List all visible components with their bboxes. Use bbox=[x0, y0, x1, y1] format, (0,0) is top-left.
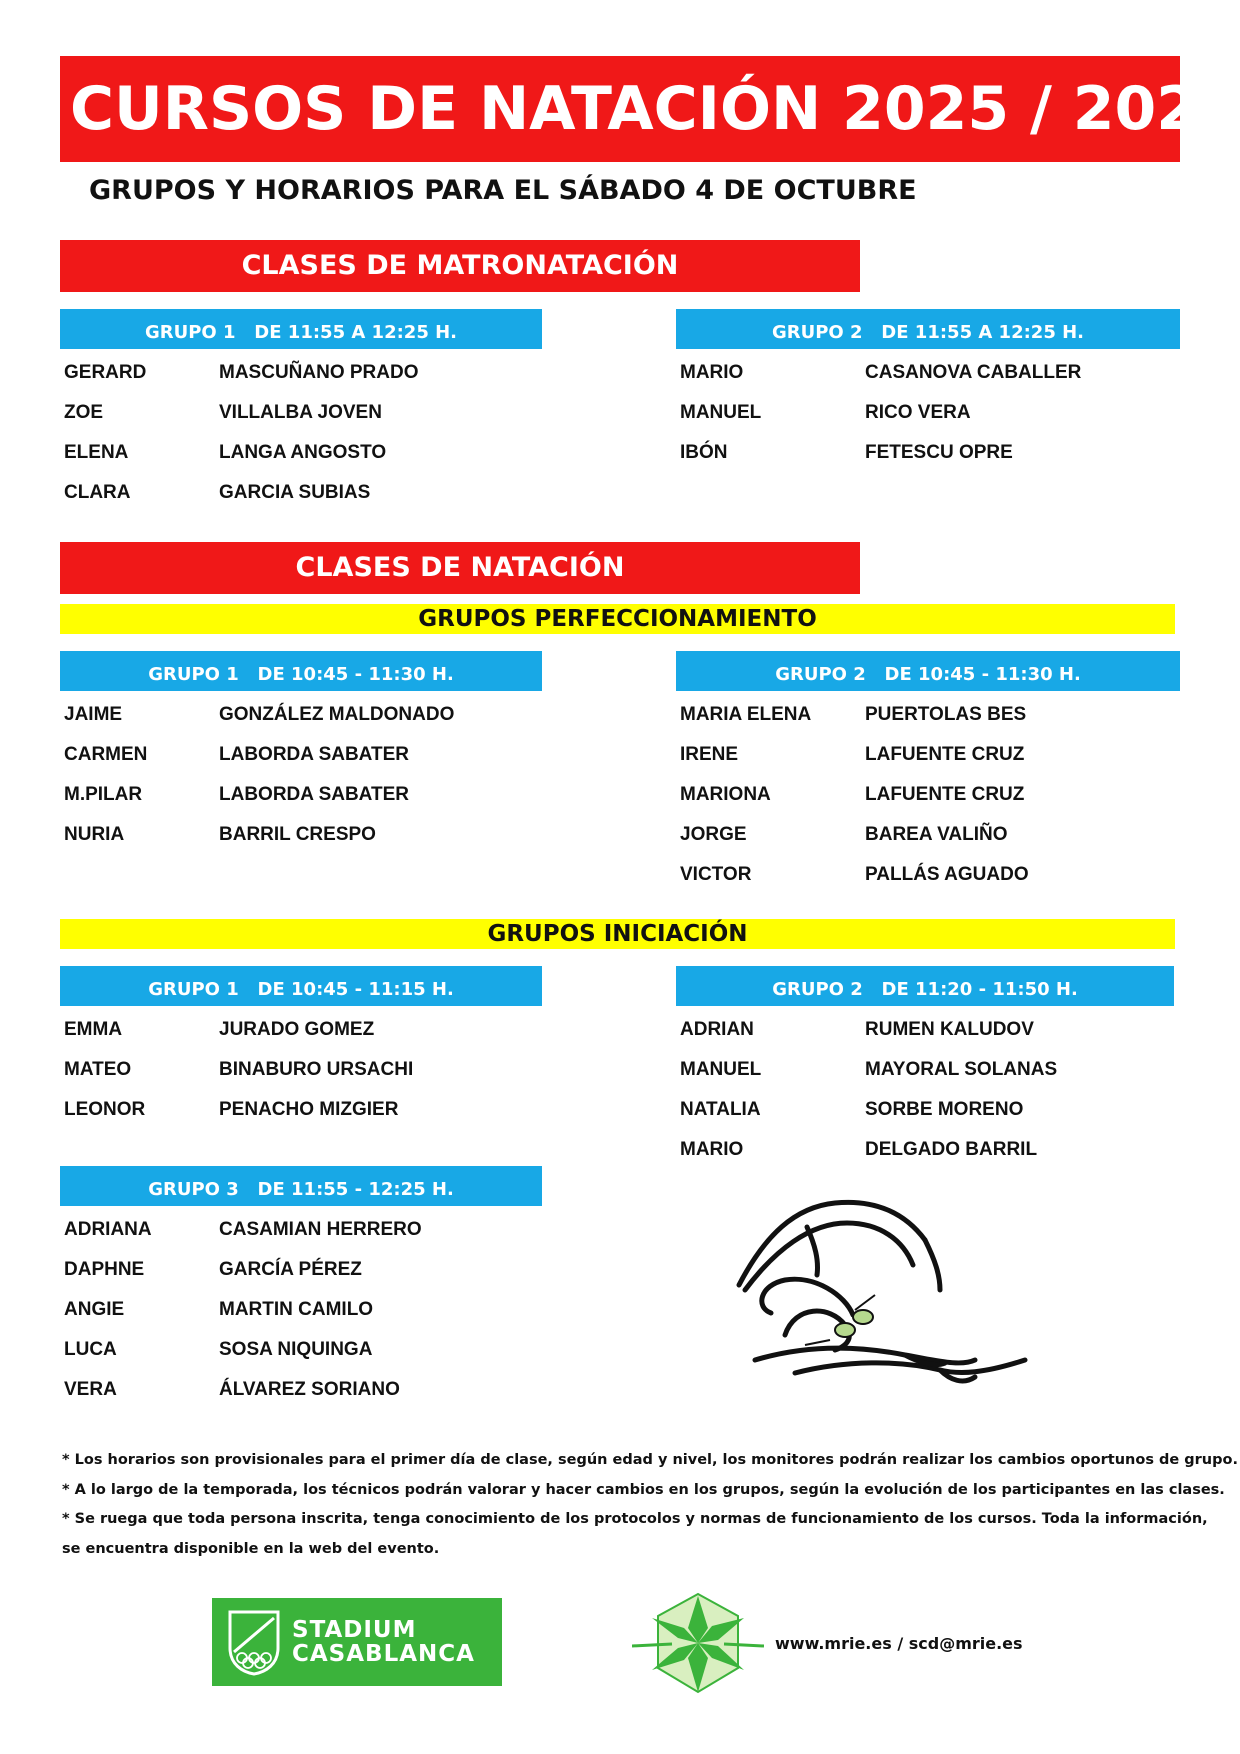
roster-row bbox=[64, 740, 544, 770]
ini-group2-header: GRUPO 2 DE 11:20 - 11:50 H. bbox=[676, 966, 1174, 1006]
note-2: * A lo largo de la temporada, los técnicos podrán valorar y hacer cambios en los grupos, según la evolución de los participantes en las clases. bbox=[62, 1481, 1225, 1498]
roster-row bbox=[680, 780, 1160, 810]
last-name: PENACHO MIZGIER bbox=[219, 1099, 399, 1120]
last-name: PUERTOLAS BES bbox=[865, 704, 1027, 725]
first-name: MATEO bbox=[64, 1059, 132, 1080]
roster-row bbox=[64, 1215, 544, 1245]
perf-group1-header: GRUPO 1 DE 10:45 - 11:30 H. bbox=[60, 651, 542, 691]
roster-row bbox=[64, 1335, 544, 1365]
first-name: ADRIAN bbox=[680, 1019, 754, 1040]
section-natacion: CLASES DE NATACIÓN bbox=[60, 542, 860, 594]
first-name: CLARA bbox=[64, 482, 131, 503]
subsection-iniciacion: GRUPOS INICIACIÓN bbox=[60, 919, 1175, 949]
roster-row bbox=[64, 1255, 544, 1285]
last-name: BINABURO URSACHI bbox=[219, 1059, 414, 1080]
last-name: CASAMIAN HERRERO bbox=[219, 1219, 422, 1240]
matro-group2-header: GRUPO 2 DE 11:55 A 12:25 H. bbox=[676, 309, 1180, 349]
roster-row bbox=[680, 398, 1160, 428]
roster-row bbox=[64, 1095, 544, 1125]
last-name: GARCIA SUBIAS bbox=[219, 482, 371, 503]
first-name: MANUEL bbox=[680, 402, 762, 423]
notes-block bbox=[62, 1446, 1238, 1564]
stadium-logo-line1: STADIUM bbox=[292, 1617, 417, 1643]
page-title: CURSOS DE NATACIÓN 2025 / 2026 bbox=[60, 56, 1180, 162]
last-name: FETESCU OPRE bbox=[865, 442, 1013, 463]
last-name: BAREA VALIÑO bbox=[865, 824, 1008, 845]
roster-row bbox=[680, 1055, 1160, 1085]
contact-info: www.mrie.es / scd@mrie.es bbox=[775, 1634, 1023, 1653]
last-name: RICO VERA bbox=[865, 402, 971, 423]
last-name: MAYORAL SOLANAS bbox=[865, 1059, 1058, 1080]
last-name: GARCÍA PÉREZ bbox=[219, 1259, 362, 1280]
note-1: * Los horarios son provisionales para el primer día de clase, según edad y nivel, los monitores podrán realizar los cambios oportunos de grupo. bbox=[62, 1452, 1238, 1468]
ini-group1-header: GRUPO 1 DE 10:45 - 11:15 H. bbox=[60, 966, 542, 1006]
last-name: LAFUENTE CRUZ bbox=[865, 744, 1025, 765]
roster-row bbox=[64, 478, 544, 508]
roster-row bbox=[680, 1095, 1160, 1125]
last-name: MARTIN CAMILO bbox=[219, 1299, 374, 1320]
first-name: VERA bbox=[64, 1379, 117, 1400]
first-name: EMMA bbox=[64, 1019, 123, 1040]
last-name: DELGADO BARRIL bbox=[865, 1139, 1038, 1160]
last-name: SORBE MORENO bbox=[865, 1099, 1024, 1120]
last-name: CASANOVA CABALLER bbox=[865, 362, 1082, 383]
first-name: M.PILAR bbox=[64, 784, 143, 805]
last-name: SOSA NIQUINGA bbox=[219, 1339, 373, 1360]
first-name: MARIA ELENA bbox=[680, 704, 812, 725]
roster-row bbox=[680, 700, 1160, 730]
last-name: GONZÁLEZ MALDONADO bbox=[219, 704, 455, 725]
first-name: IBÓN bbox=[680, 442, 728, 463]
note-3: * Se ruega que toda persona inscrita, tenga conocimiento de los protocolos y normas de funcionamiento de los cursos. Toda la información, bbox=[62, 1511, 1208, 1527]
roster-row bbox=[64, 1015, 544, 1045]
last-name: LAFUENTE CRUZ bbox=[865, 784, 1025, 805]
last-name: PALLÁS AGUADO bbox=[865, 864, 1029, 885]
stadium-shield-icon bbox=[226, 1608, 282, 1676]
last-name: JURADO GOMEZ bbox=[219, 1019, 375, 1040]
first-name: MARIO bbox=[680, 362, 744, 383]
first-name: ZOE bbox=[64, 402, 104, 423]
first-name: IRENE bbox=[680, 744, 739, 765]
first-name: LEONOR bbox=[64, 1099, 146, 1120]
roster-row bbox=[64, 1055, 544, 1085]
last-name: LABORDA SABATER bbox=[219, 744, 409, 765]
last-name: LABORDA SABATER bbox=[219, 784, 409, 805]
mrie-star-logo bbox=[632, 1588, 764, 1698]
roster-row bbox=[64, 438, 544, 468]
roster-row bbox=[64, 1375, 544, 1405]
perf-group2-header: GRUPO 2 DE 10:45 - 11:30 H. bbox=[676, 651, 1180, 691]
roster-row bbox=[680, 358, 1160, 388]
first-name: VICTOR bbox=[680, 864, 752, 885]
first-name: JAIME bbox=[64, 704, 123, 725]
first-name: DAPHNE bbox=[64, 1259, 145, 1280]
roster-row bbox=[64, 700, 544, 730]
roster-row bbox=[680, 860, 1160, 890]
roster-row bbox=[64, 780, 544, 810]
first-name: LUCA bbox=[64, 1339, 117, 1360]
page-subtitle: GRUPOS Y HORARIOS PARA EL SÁBADO 4 DE OCTUBRE bbox=[89, 175, 917, 206]
first-name: NATALIA bbox=[680, 1099, 761, 1120]
roster-row bbox=[680, 1015, 1160, 1045]
last-name: RUMEN KALUDOV bbox=[865, 1019, 1034, 1040]
roster-row bbox=[680, 820, 1160, 850]
first-name: CARMEN bbox=[64, 744, 148, 765]
last-name: BARRIL CRESPO bbox=[219, 824, 376, 845]
first-name: MARIO bbox=[680, 1139, 744, 1160]
last-name: VILLALBA JOVEN bbox=[219, 402, 382, 423]
first-name: MANUEL bbox=[680, 1059, 762, 1080]
stadium-logo-line2: CASABLANCA bbox=[292, 1641, 475, 1667]
first-name: NURIA bbox=[64, 824, 125, 845]
last-name: ÁLVAREZ SORIANO bbox=[219, 1379, 400, 1400]
section-matronatacion: CLASES DE MATRONATACIÓN bbox=[60, 240, 860, 292]
roster-row bbox=[64, 820, 544, 850]
first-name: MARIONA bbox=[680, 784, 771, 805]
first-name: ANGIE bbox=[64, 1299, 125, 1320]
ini-group3-header: GRUPO 3 DE 11:55 - 12:25 H. bbox=[60, 1166, 542, 1206]
first-name: ELENA bbox=[64, 442, 129, 463]
roster-row bbox=[64, 358, 544, 388]
matro-group1-header: GRUPO 1 DE 11:55 A 12:25 H. bbox=[60, 309, 542, 349]
swimmer-illustration bbox=[735, 1195, 1035, 1395]
roster-row bbox=[680, 438, 1160, 468]
note-4: se encuentra disponible en la web del evento. bbox=[62, 1540, 440, 1557]
roster-row bbox=[64, 1295, 544, 1325]
last-name: MASCUÑANO PRADO bbox=[219, 362, 419, 383]
roster-row bbox=[64, 398, 544, 428]
first-name: ADRIANA bbox=[64, 1219, 152, 1240]
last-name: LANGA ANGOSTO bbox=[219, 442, 387, 463]
roster-row bbox=[680, 740, 1160, 770]
roster-row bbox=[680, 1135, 1160, 1165]
first-name: JORGE bbox=[680, 824, 747, 845]
first-name: GERARD bbox=[64, 362, 147, 383]
subsection-perfeccionamiento: GRUPOS PERFECCIONAMIENTO bbox=[60, 604, 1175, 634]
stadium-casablanca-logo bbox=[212, 1598, 502, 1686]
